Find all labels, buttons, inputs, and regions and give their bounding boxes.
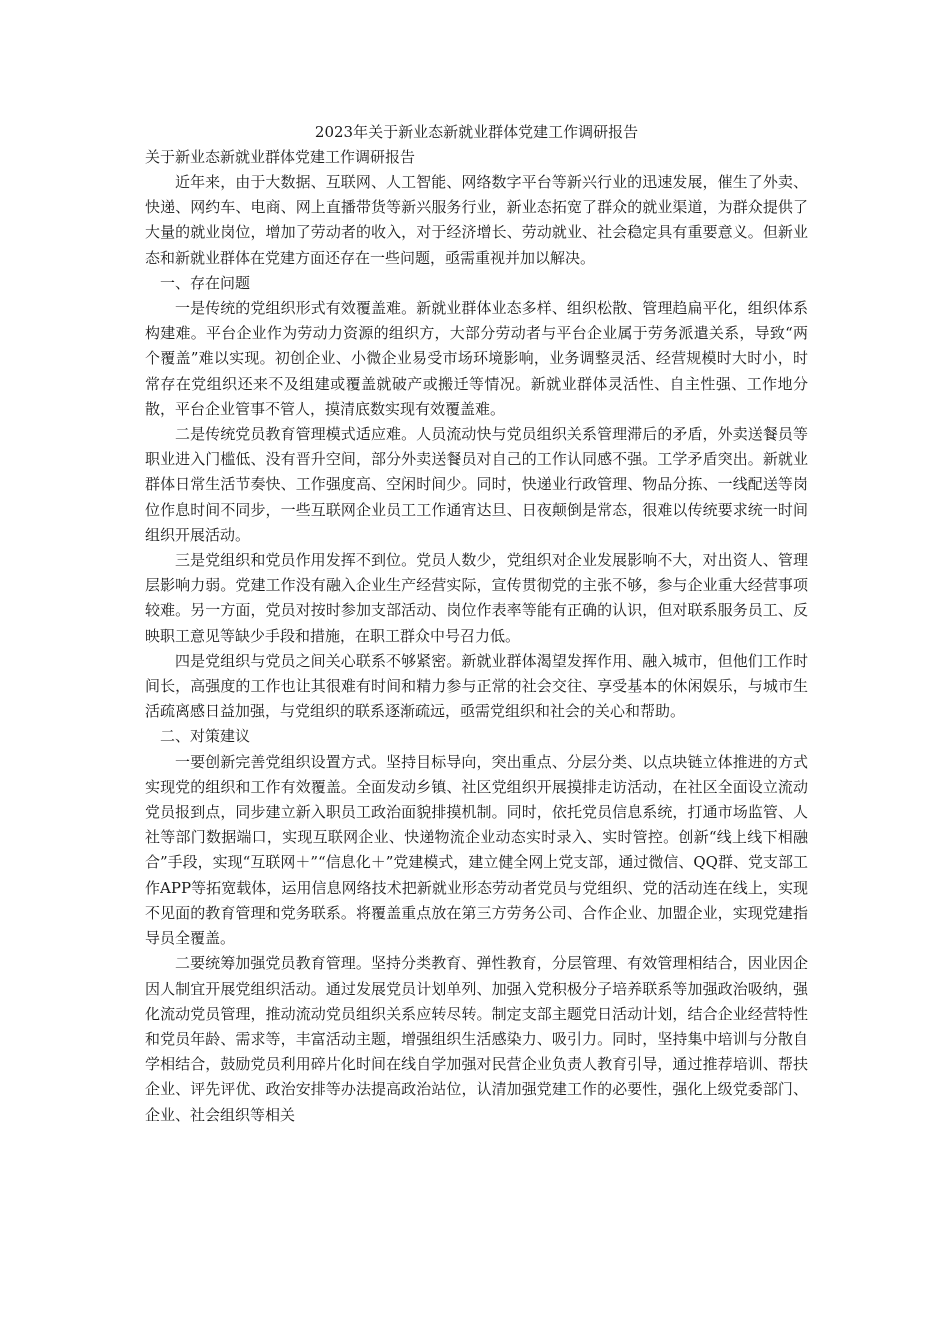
paragraph-problem-1: 一是传统的党组织形式有效覆盖难。新就业群体业态多样、组织松散、管理趋扁平化，组织体系构建难。平台企业作为劳动力资源的组织方，大部分劳动者与平台企业属于劳务派遣关系，导致“两个覆盖”难以实现。初创企业、小微企业易受市场环境影响，业务调整灵活、经营规模时大时小，时常存在党组织还来不及组建或覆盖就破产或搬迁等情况。新就业群体灵活性、自主性强、工作地分散，平台企业管事不管人，摸清底数实现有效覆盖难。 <box>145 299 808 418</box>
section-heading-suggestions: 二、对策建议 <box>160 727 251 746</box>
paragraph-problem-3: 三是党组织和党员作用发挥不到位。党员人数少，党组织对企业发展影响不大，对出资人、管理层影响力弱。党建工作没有融入企业生产经营实际，宣传贯彻党的主张不够，参与企业重大经营事项较难。另一方面，党员对按时参加支部活动、岗位作表率等能有正确的认识，但对联系服务员工、反映职工意见等缺少手段和措施，在职工群众中号召力低。 <box>145 551 808 645</box>
paragraph-problem-4: 四是党组织与党员之间关心联系不够紧密。新就业群体渴望发挥作用、融入城市，但他们工作时间长，高强度的工作也让其很难有时间和精力参与正常的社会交往、享受基本的休闲娱乐，与城市生活疏离感日益加强，与党组织的联系逐渐疏远，亟需党组织和社会的关心和帮助。 <box>145 651 808 721</box>
paragraph-suggestion-2: 二要统筹加强党员教育管理。坚持分类教育、弹性教育，分层管理、有效管理相结合，因业因企因人制宜开展党组织活动。通过发展党员计划单列、加强入党积极分子培养联系等加强政治吸纳，强化流动党员管理，推动流动党员组织关系应转尽转。制定支部主题党日活动计划，结合企业经营特性和党员年龄、需求等，丰富活动主题，增强组织生活感染力、吸引力。同时，坚持集中培训与分散自学相结合，鼓励党员利用碎片化时间在线自学加强对民营企业负责人教育引导，通过推荐培训、帮扶企业、评先评优、政治安排等办法提高政治站位，认清加强党建工作的必要性，强化上级党委部门、企业、社会组织等相关 <box>145 954 808 1124</box>
paragraph-suggestion-1: 一要创新完善党组织设置方式。坚持目标导向，突出重点、分层分类、以点块链立体推进的方式实现党的组织和工作有效覆盖。全面发动乡镇、社区党组织开展摸排走访活动，在社区全面设立流动党员报到点，同步建立新入职员工政治面貌排摸机制。同时，依托党员信息系统，打通市场监管、人社等部门数据端口，实现互联网企业、快递物流企业动态实时录入、实时管控。创新“线上线下相融合”手段，实现“互联网＋”“信息化＋”党建模式，建立健全网上党支部，通过微信、QQ群、党支部工作APP等拓宽载体，运用信息网络技术把新就业形态劳动者党员与党组织、党的活动连在线上，实现不见面的教育管理和党务联系。将覆盖重点放在第三方劳务公司、合作企业、加盟企业，实现党建指导员全覆盖。 <box>145 752 808 948</box>
document-title: 2023年关于新业态新就业群体党建工作调研报告 <box>314 123 639 141</box>
paragraph-intro: 近年来，由于大数据、互联网、人工智能、网络数字平台等新兴行业的迅速发展，催生了外卖、快递、网约车、电商、网上直播带货等新兴服务行业，新业态拓宽了群众的就业渠道，为群众提供了大量的就业岗位，增加了劳动者的收入，对于经济增长、劳动就业、社会稳定具有重要意义。但新业态和新就业群体在党建方面还存在一些问题，亟需重视并加以解决。 <box>145 173 808 267</box>
section-heading-problems: 一、存在问题 <box>160 273 251 292</box>
document-subtitle: 关于新业态新就业群体党建工作调研报告 <box>145 148 416 166</box>
document-page <box>145 120 808 1128</box>
paragraph-problem-2: 二是传统党员教育管理模式适应难。人员流动快与党员组织关系管理滞后的矛盾，外卖送餐员等职业进入门槛低、没有晋升空间，部分外卖送餐员对自己的工作认同感不强。工学矛盾突出。新就业群体日常生活节奏快、工作强度高、空闲时间少。同时，快递业行政管理、物品分拣、一线配送等岗位作息时间不同步，一些互联网企业员工工作通宵达旦、日夜颠倒是常态，很难以传统要求统一时间组织开展活动。 <box>145 425 808 544</box>
